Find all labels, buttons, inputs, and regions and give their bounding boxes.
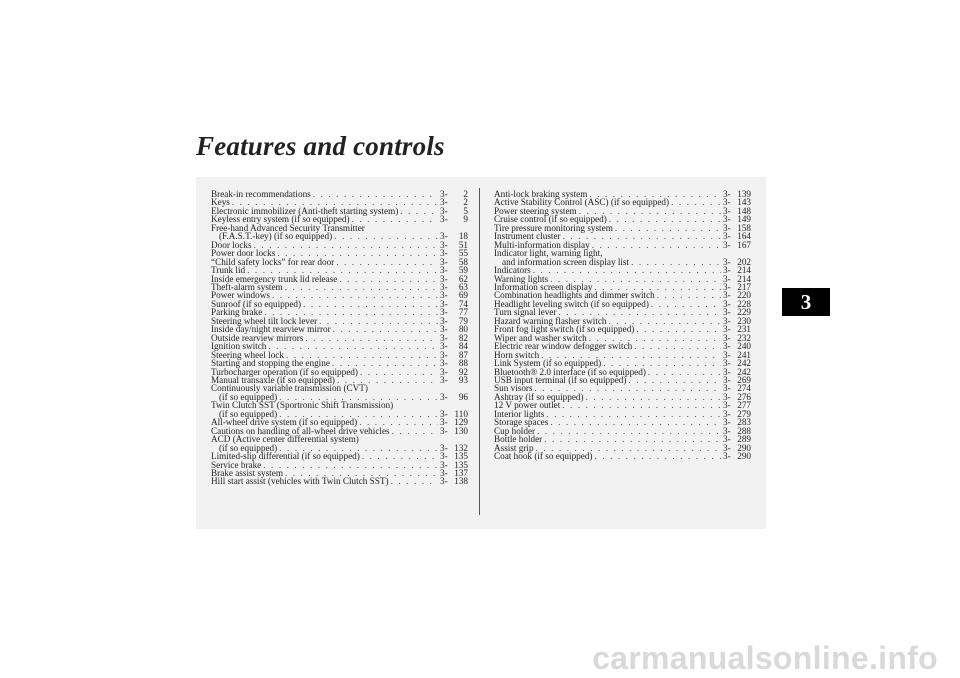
toc-entry-label: Break-in recommendations	[211, 189, 311, 199]
toc-entry-page: 93	[458, 374, 468, 385]
toc-entry-label: Bluetooth® 2.0 interface (if so equipped)	[494, 366, 646, 377]
toc-entry-page: 143	[737, 197, 751, 208]
toc-dot-leader	[631, 258, 721, 266]
toc-entry-label: USB input terminal (if so equipped)	[494, 374, 627, 385]
toc-entry-label: Steering wheel tilt lock lever	[211, 315, 318, 326]
toc-entry-page: 241	[737, 349, 751, 360]
toc-entry-label: Cup holder	[494, 425, 536, 436]
toc-entry-label: Continuously variable transmission (CVT)	[211, 383, 368, 394]
toc-entry-chapter: 3-	[723, 189, 731, 199]
toc-dot-leader	[392, 427, 438, 435]
toc-entry-chapter: 3-	[440, 248, 448, 259]
toc-left-column	[211, 190, 468, 486]
toc-entry-chapter: 3-	[440, 197, 448, 208]
toc-entry-label: (if so equipped)	[219, 408, 278, 419]
toc-entry-page: 77	[458, 307, 468, 318]
toc-entry-label: and information screen display list	[502, 256, 630, 267]
toc-entry-page: 276	[737, 391, 751, 402]
toc-entry-page: 2	[463, 189, 468, 199]
toc-entry-label: Wiper and washer switch	[494, 332, 587, 343]
toc-entry-page: 274	[737, 383, 751, 394]
toc-dot-leader	[254, 241, 438, 249]
toc-entry-label: All-wheel drive system (if so equipped)	[211, 417, 358, 428]
toc-entry-label: Steering wheel lock	[211, 349, 284, 360]
toc-entry-page: 5	[463, 205, 468, 216]
toc-entry[interactable]	[211, 190, 468, 198]
toc-entry-chapter: 3-	[440, 231, 448, 242]
toc-entry-label: Power steering system	[494, 205, 577, 216]
toc-entry-label: Cruise control (if so equipped)	[494, 214, 607, 225]
toc-entry-chapter: 3-	[440, 467, 448, 478]
toc-entry-label: Active Stability Control (ASC) (if so equipped)	[494, 197, 670, 208]
toc-dot-leader	[615, 224, 721, 232]
toc-entry-label: Turbocharger operation (if so equipped)	[211, 366, 358, 377]
toc-entry-chapter: 3-	[440, 281, 448, 292]
toc-entry-chapter: 3-	[723, 290, 731, 301]
toc-entry-chapter: 3-	[440, 273, 448, 284]
toc-entry-chapter: 3-	[440, 425, 448, 436]
toc-entry-label: 12 V power outlet	[494, 400, 561, 411]
toc-entry-page: 167	[737, 239, 751, 250]
toc-entry-chapter: 3-	[723, 442, 731, 453]
toc-entry-chapter: 3-	[440, 307, 448, 318]
toc-entry-page: 242	[737, 358, 751, 369]
toc-entry-label: Hill start assist (vehicles with Twin Clutch SST)	[211, 476, 389, 487]
toc-entry-chapter: 3-	[440, 391, 448, 402]
toc-dot-leader	[268, 342, 438, 350]
toc-entry-page: 158	[737, 222, 751, 233]
toc-entry-page: 240	[737, 341, 751, 352]
toc-dot-leader	[334, 232, 438, 240]
toc-entry-chapter: 3-	[440, 358, 448, 369]
toc-entry-chapter: 3-	[440, 315, 448, 326]
toc-entry-label: Turn signal lever	[494, 307, 557, 318]
toc-entry-label: Ignition switch	[211, 341, 267, 352]
toc-entry-page: 217	[737, 281, 751, 292]
toc-dot-leader	[546, 410, 721, 418]
toc-dot-leader	[336, 258, 438, 266]
toc-entry-chapter: 3-	[440, 265, 448, 276]
toc-entry-page: 92	[458, 366, 468, 377]
toc-entry-page: 135	[454, 451, 468, 462]
toc-entry-page: 62	[458, 273, 468, 284]
toc-entry-page: 289	[737, 434, 751, 445]
toc-entry-page: 138	[454, 476, 468, 487]
toc-entry-label: Hazard warning flasher switch	[494, 315, 607, 326]
toc-entry-page: 290	[737, 451, 751, 462]
toc-entry-label: Keyless entry system (if so equipped)	[211, 214, 350, 225]
toc-dot-leader	[319, 317, 438, 325]
toc-entry-chapter: 3-	[440, 476, 448, 487]
toc-dot-leader	[313, 190, 438, 198]
toc-entry-chapter: 3-	[440, 189, 448, 199]
toc-entry-chapter: 3-	[440, 459, 448, 470]
toc-entry-page: 228	[737, 298, 751, 309]
toc-entry-label: Coat hook (if so equipped)	[494, 451, 593, 462]
toc-dot-leader	[263, 461, 438, 469]
toc-dot-leader	[636, 325, 721, 333]
toc-entry-chapter: 3-	[440, 256, 448, 267]
toc-entry-label: Multi-information display	[494, 239, 590, 250]
toc-entry-chapter: 3-	[723, 256, 731, 267]
toc-entry-chapter: 3-	[723, 408, 731, 419]
toc-entry-chapter: 3-	[723, 400, 731, 411]
toc-dot-leader	[562, 401, 721, 409]
toc-entry-chapter: 3-	[723, 265, 731, 276]
toc-entry-page: 129	[454, 417, 468, 428]
toc-entry-label: Electric rear window defogger switch	[494, 341, 633, 352]
toc-entry-label: Parking brake	[211, 307, 263, 318]
toc-entry-page: 137	[454, 467, 468, 478]
toc-entry-page: 96	[458, 391, 468, 402]
toc-entry-label: Starting and stopping the engine	[211, 358, 330, 369]
toc-entry-chapter: 3-	[440, 332, 448, 343]
toc-entry-chapter: 3-	[440, 451, 448, 462]
toc-entry-label: Service brake	[211, 459, 262, 470]
toc-entry-chapter: 3-	[440, 442, 448, 453]
toc-entry-chapter: 3-	[440, 290, 448, 301]
toc-entry-chapter: 3-	[723, 281, 731, 292]
toc-entry-chapter: 3-	[723, 434, 731, 445]
toc-entry-page: 74	[458, 298, 468, 309]
toc-entry-label: (if so equipped)	[219, 442, 278, 453]
toc-entry-chapter: 3-	[440, 366, 448, 377]
toc-dot-leader	[360, 368, 438, 376]
toc-entry-page: 84	[458, 341, 468, 352]
toc-entry-chapter: 3-	[440, 324, 448, 335]
toc-entry-chapter: 3-	[440, 417, 448, 428]
toc-entry-page: 214	[737, 273, 751, 284]
toc-entry-chapter: 3-	[723, 391, 731, 402]
page-title: Features and controls	[196, 131, 445, 161]
toc-entry-chapter: 3-	[723, 197, 731, 208]
toc-entry-label: Outside rearview mirrors	[211, 332, 304, 343]
toc-dot-leader	[362, 452, 438, 460]
toc-dot-leader	[586, 393, 721, 401]
toc-dot-leader	[544, 435, 721, 443]
toc-entry-label: Bottle holder	[494, 434, 543, 445]
toc-dot-leader	[595, 452, 722, 460]
toc-entry-page: 279	[737, 408, 751, 419]
toc-entry-chapter: 3-	[723, 307, 731, 318]
toc-entry-label: Free-hand Advanced Security Transmitter	[211, 222, 365, 233]
toc-entry-page: 55	[458, 248, 468, 259]
toc-dot-leader	[609, 215, 721, 223]
toc-dot-leader	[400, 207, 438, 215]
toc-dot-leader	[671, 198, 721, 206]
toc-entry-label: Door locks	[211, 239, 252, 250]
toc-entry-label: Keys	[211, 197, 230, 208]
toc-entry-chapter: 3-	[723, 239, 731, 250]
toc-entry-chapter: 3-	[440, 349, 448, 360]
toc-entry-label: Cautions on handling of all-wheel drive vehicles	[211, 425, 390, 436]
toc-entry[interactable]	[211, 477, 468, 485]
toc-dot-leader	[537, 427, 721, 435]
toc-dot-leader	[657, 291, 721, 299]
toc-entry-page: 63	[458, 281, 468, 292]
toc-entry-chapter: 3-	[723, 214, 731, 225]
toc-entry-label: Instrument cluster	[494, 231, 561, 242]
toc-entry-label: Warning lights	[494, 273, 549, 284]
toc-entry-label: Anti-lock braking system	[494, 189, 588, 199]
toc-dot-leader	[391, 477, 438, 485]
toc-entry-page: 9	[463, 214, 468, 225]
watermark: carmanualsonline.info	[592, 640, 938, 676]
toc-entry-chapter: 3-	[723, 273, 731, 284]
toc-entry-label: Interior lights	[494, 408, 545, 419]
toc-entry-page: 283	[737, 417, 751, 428]
toc-entry-page: 164	[737, 231, 751, 242]
toc-entry-chapter: 3-	[723, 298, 731, 309]
toc-entry-page: 149	[737, 214, 751, 225]
toc-entry-label: Link System (if so equipped)	[494, 358, 602, 369]
toc-entry-chapter: 3-	[440, 205, 448, 216]
toc-entry-label: (if so equipped)	[219, 391, 278, 402]
toc-entry-chapter: 3-	[723, 315, 731, 326]
toc-entry-label: Storage spaces	[494, 417, 549, 428]
toc-entry-chapter: 3-	[440, 408, 448, 419]
toc-dot-leader	[533, 266, 721, 274]
toc-entry-chapter: 3-	[440, 374, 448, 385]
toc-entry-page: 132	[454, 442, 468, 453]
toc-entry-chapter: 3-	[723, 324, 731, 335]
toc-entry-label: Combination headlights and dimmer switch	[494, 290, 655, 301]
toc-entry-label: Information screen display	[494, 281, 593, 292]
toc-entry-page: 87	[458, 349, 468, 360]
toc-entry-label: Manual transaxle (if so equipped)	[211, 374, 335, 385]
toc-dot-leader	[628, 376, 721, 384]
toc-entry-page: 58	[458, 256, 468, 267]
toc-entry-page: 18	[458, 231, 468, 242]
toc-entry-chapter: 3-	[723, 366, 731, 377]
toc-entry-label: Assist grip	[494, 442, 534, 453]
toc-entry-label: Trunk lid	[211, 265, 246, 276]
toc-entry-chapter: 3-	[440, 298, 448, 309]
toc-entry[interactable]	[494, 258, 751, 266]
toc-entry-page: 148	[737, 205, 751, 216]
toc-entry-label: Tire pressure monitoring system	[494, 222, 613, 233]
toc-entry-label: Sunroof (if so equipped)	[211, 298, 302, 309]
toc-entry-label: Power door locks	[211, 248, 276, 259]
toc-entry-page: 242	[737, 366, 751, 377]
toc-entry-label: “Child safety locks” for rear door	[211, 256, 335, 267]
toc-entry-page: 130	[454, 425, 468, 436]
toc-entry-chapter: 3-	[723, 349, 731, 360]
toc-entry-page: 230	[737, 315, 751, 326]
toc-dot-leader	[305, 334, 438, 342]
toc-entry-chapter: 3-	[723, 417, 731, 428]
toc-entry-label: (F.A.S.T.-key) (if so equipped)	[219, 231, 333, 242]
toc-entry-label: Headlight leveling switch (if so equipped)	[494, 298, 649, 309]
toc-entry-label: ACD (Active center differential system)	[211, 434, 359, 445]
toc-entry-label: Twin Clutch SST (Sportronic Shift Transmission)	[211, 400, 394, 411]
toc-entry-chapter: 3-	[723, 205, 731, 216]
toc-entry-label: Sun visors	[494, 383, 533, 394]
toc-entry-page: 220	[737, 290, 751, 301]
toc-entry-chapter: 3-	[723, 222, 731, 233]
toc-entry-label: Limited-slip differential (if so equipped)	[211, 451, 360, 462]
toc-entry-chapter: 3-	[723, 383, 731, 394]
toc-entry-label: Front fog light switch (if so equipped)	[494, 324, 635, 335]
toc-entry-page: 82	[458, 332, 468, 343]
toc-entry-page: 69	[458, 290, 468, 301]
toc-dot-leader	[303, 300, 438, 308]
toc-entry-label: Brake assist system	[211, 467, 283, 478]
toc-entry-page: 51	[458, 239, 468, 250]
toc-entry-page: 202	[737, 256, 751, 267]
toc-entry-page: 2	[463, 197, 468, 208]
toc-entry[interactable]	[211, 258, 468, 266]
toc-dot-leader	[648, 368, 721, 376]
toc-entry-chapter: 3-	[723, 341, 731, 352]
toc-entry-chapter: 3-	[723, 332, 731, 343]
toc-dot-leader	[634, 342, 721, 350]
toc-entry-label: Theft-alarm system	[211, 281, 283, 292]
toc-entry-page: 277	[737, 400, 751, 411]
toc-entry-page: 88	[458, 358, 468, 369]
toc-entry-chapter: 3-	[440, 214, 448, 225]
toc-entry[interactable]	[494, 452, 751, 460]
toc-entry-label: Indicators	[494, 265, 531, 276]
toc-entry-page: 231	[737, 324, 751, 335]
toc-entry-chapter: 3-	[440, 239, 448, 250]
toc-entry-page: 110	[454, 408, 468, 419]
toc-entry-page: 290	[737, 442, 751, 453]
toc-entry-chapter: 3-	[723, 358, 731, 369]
toc-entry-page: 269	[737, 374, 751, 385]
toc-entry-chapter: 3-	[440, 341, 448, 352]
toc-entry-page: 59	[458, 265, 468, 276]
toc-dot-leader	[651, 300, 721, 308]
toc-entry-chapter: 3-	[723, 425, 731, 436]
toc-entry-chapter: 3-	[723, 374, 731, 385]
toc-entry-page: 232	[737, 332, 751, 343]
toc-entry-page: 139	[737, 189, 751, 199]
toc-entry-page: 135	[454, 459, 468, 470]
toc-entry-label: Inside day/night rearview mirror	[211, 324, 331, 335]
toc-dot-leader	[339, 275, 438, 283]
toc-dot-leader	[285, 283, 438, 291]
toc-entry-page: 79	[458, 315, 468, 326]
toc-entry-page: 288	[737, 425, 751, 436]
toc-dot-leader	[333, 325, 438, 333]
toc-entry-label: Electronic immobilizer (Anti-theft starting system)	[211, 205, 399, 216]
toc-entry-page: 80	[458, 324, 468, 335]
chapter-tab[interactable]: 3	[782, 288, 830, 316]
toc-entry-label: Power windows	[211, 290, 270, 301]
toc-entry-label: Ashtray (if so equipped)	[494, 391, 584, 402]
column-divider	[479, 188, 480, 515]
toc-dot-leader	[592, 241, 721, 249]
toc-entry-chapter: 3-	[723, 451, 731, 462]
toc-entry-page: 229	[737, 307, 751, 318]
toc-right-column	[494, 190, 751, 461]
toc-entry-label: Indicator light, warning light,	[494, 248, 603, 259]
toc-entry-chapter: 3-	[723, 231, 731, 242]
toc-entry-label: Horn switch	[494, 349, 540, 360]
toc-dot-leader	[550, 418, 721, 426]
toc-entry-page: 214	[737, 265, 751, 276]
toc-entry-label: Inside emergency trunk lid release	[211, 273, 338, 284]
